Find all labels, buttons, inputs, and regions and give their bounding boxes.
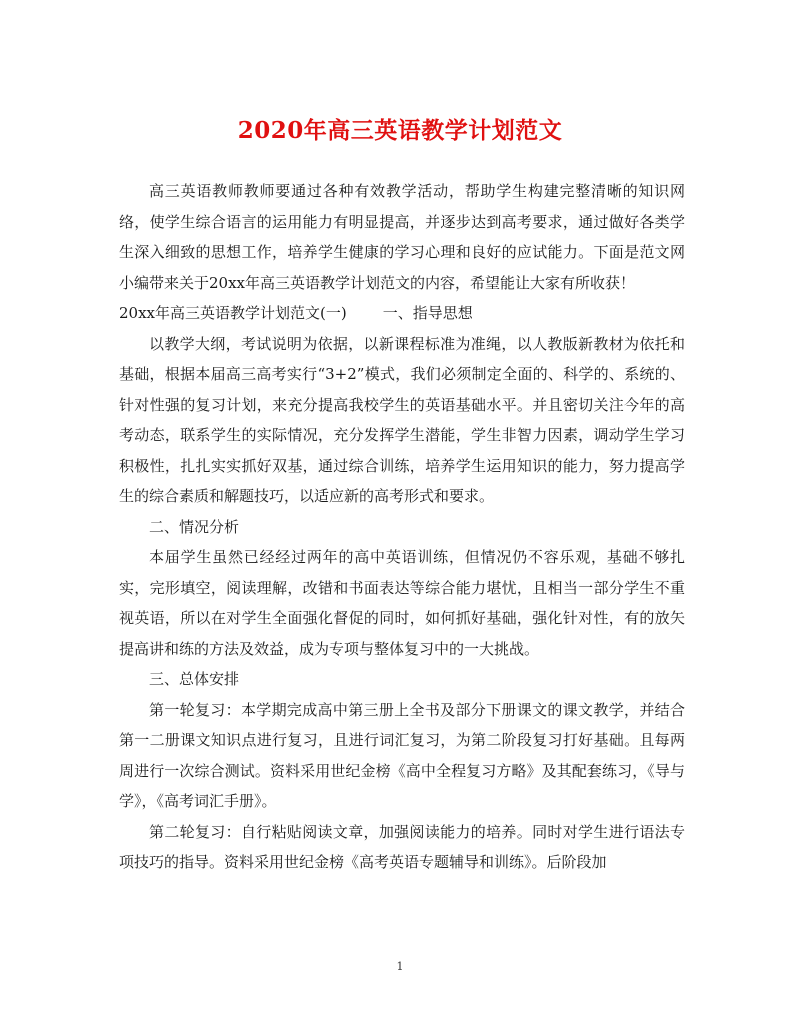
intro-paragraph: 高三英语教师教师要通过各种有效教学活动，帮助学生构建完整清晰的知识网络，使学生综合语言的运用能力有明显提高，并逐步达到高考要求，通过做好各类学生深入细致的思想工作，培养学生健康的学习心理和良好的应试能力。下面是范文网小编带来关于20xx年高三英语教学计划范文的内容，希望能让大家有所收获！	[119, 182, 685, 292]
page-number: 1	[396, 960, 404, 973]
section-line	[119, 298, 685, 329]
paragraph-first-review: 第一轮复习：本学期完成高中第三册上全书及部分下册课文的课文教学，并结合第一二册课文知识点进行复习，且进行词汇复习，为第二阶段复习打好基础。且每两周进行一次综合测试。资料采用世纪金榜《高中全程复习方略》及其配套练习，《导与学》，《高考词汇手册》。	[119, 700, 685, 810]
document-title: 2020年高三英语教学计划范文	[237, 117, 563, 144]
heading-situation-analysis: 二、情况分析	[149, 517, 240, 536]
paragraph-guiding-ideology: 以教学大纲，考试说明为依据，以新课程标准为准绳，以人教版新教材为依托和基础，根据本届高三高考实行“3+2”模式，我们必须制定全面的、科学的、系统的、针对性强的复习计划，来充分提高我校学生的英语基础水平。并且密切关注今年的高考动态，联系学生的实际情况，充分发挥学生潜能，学生非智力因素，调动学生学习积极性，扎扎实实抓好双基，通过综合训练，培养学生运用知识的能力，努力提高学生的综合素质和解题技巧，以适应新的高考形式和要求。	[119, 334, 685, 505]
section-title: 20xx年高三英语教学计划范文(一)	[119, 304, 347, 322]
heading-guiding-ideology: 一、指导思想	[382, 304, 473, 322]
paragraph-second-review: 第二轮复习：自行粘贴阅读文章，加强阅读能力的培养。同时对学生进行语法专项技巧的指导。资料采用世纪金榜《高考英语专题辅导和训练》。后阶段加	[119, 822, 685, 871]
heading-overall-arrangement: 三、总体安排	[149, 670, 240, 688]
paragraph-situation-analysis: 本届学生虽然已经经过两年的高中英语训练，但情况仍不容乐观，基础不够扎实，完形填空，阅读理解，改错和书面表达等综合能力堪忧，且相当一部分学生不重视英语，所以在对学生全面强化督促的同时，如何抓好基础，强化针对性，有的放矢提高讲和练的方法及效益，成为专项与整体复习中的一大挑战。	[119, 548, 685, 658]
document-body	[119, 176, 685, 878]
